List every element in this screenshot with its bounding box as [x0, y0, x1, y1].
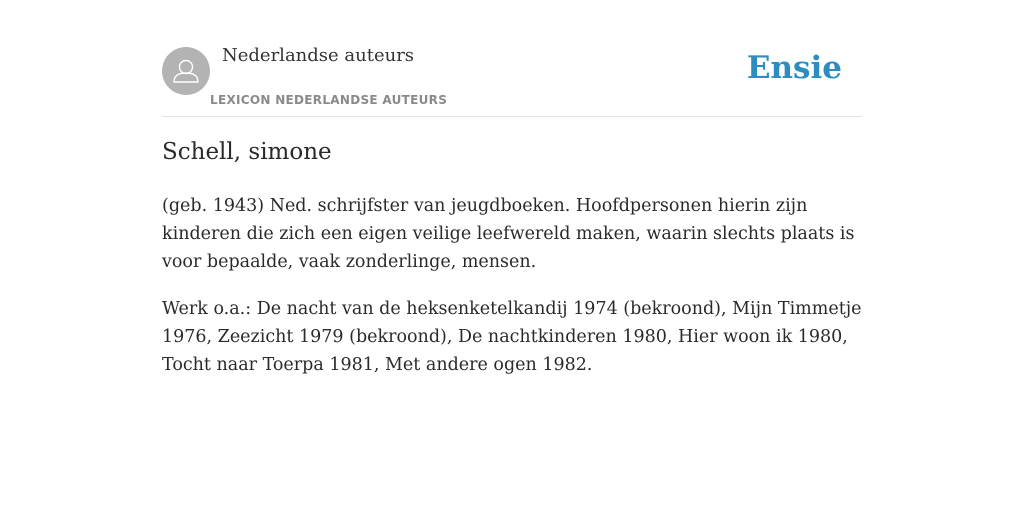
- entry-paragraph: (geb. 1943) Ned. schrijfster van jeugdboeken. Hoofdpersonen hierin zijn kinderen die zich een eigen veilige leefwereld maken, waarin slechts plaats is voor bepaalde, vaak zonderlinge, mensen.: [162, 196, 855, 272]
- header: [162, 0, 862, 117]
- lexicon-subtitle[interactable]: LEXICON NEDERLANDSE AUTEURS: [210, 93, 448, 107]
- author-name-link[interactable]: Nederlandse auteurs: [222, 45, 415, 66]
- entry-title: Schell, simone: [162, 139, 332, 165]
- avatar[interactable]: [162, 47, 210, 95]
- entry-paragraph: Werk o.a.: De nacht van de heksenketelkandij 1974 (bekroond), Mijn Timmetje 1976, Zeezicht 1979 (bekroond), De nachtkinderen 1980, Hier woon ik 1980, Tocht naar Toerpa 1981, Met andere ogen 1982.: [162, 299, 862, 375]
- entry-body: [162, 192, 862, 398]
- ensie-logo[interactable]: Ensie: [746, 50, 842, 86]
- user-icon: [162, 47, 210, 95]
